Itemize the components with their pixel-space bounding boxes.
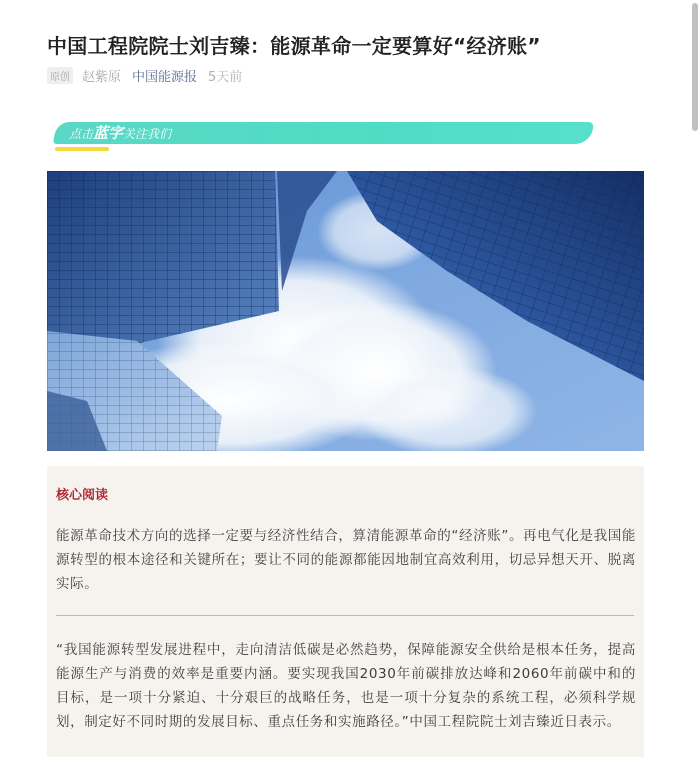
article-title: 中国工程院院士刘吉臻：能源革命一定要算好“经济账” (47, 34, 541, 58)
scrollbar-thumb[interactable] (692, 3, 698, 131)
article-body-paragraph: “我国能源转型发展进程中，走向清洁低碳是必然趋势，保障能源安全供给是根本任务，提高能源生产与消费的效率是重要内涵。要实现我国2030年前碳排放达峰和2060年前碳中和的目标，是一项十分紧迫、十分艰巨的战略任务，也是一项十分复杂的系统工程，必须科学规划，制定好不同时期的发展目标、重点任务和实施路径。”中国工程院院士刘吉臻近日表示。 (56, 642, 636, 730)
article-meta (47, 66, 242, 84)
skyscrapers-sky-photo-icon (47, 171, 644, 451)
follow-prefix: 点击 (69, 127, 94, 141)
author-name: 赵紫原 (82, 69, 122, 85)
follow-banner[interactable] (55, 122, 595, 152)
follow-highlight: 蓝字 (93, 124, 124, 142)
core-reading-heading: 核心阅读 (56, 488, 109, 503)
publish-time: 5天前 (208, 69, 243, 85)
account-link[interactable]: 中国能源报 (132, 69, 198, 85)
follow-suffix: 关注我们 (123, 127, 172, 141)
core-reading-card (47, 466, 644, 757)
hero-image (47, 171, 644, 451)
follow-underline (55, 147, 109, 151)
follow-banner-text (69, 124, 171, 143)
page-scrollbar[interactable] (690, 0, 700, 757)
core-reading-summary: 能源革命技术方向的选择一定要与经济性结合，算清能源革命的“经济账”。再电气化是我国能源转型的根本途径和关键所在；要让不同的能源都能因地制宜高效利用，切忌异想天开、脱离实际。 (56, 528, 636, 592)
section-divider (56, 615, 634, 616)
original-badge: 原创 (47, 67, 73, 84)
